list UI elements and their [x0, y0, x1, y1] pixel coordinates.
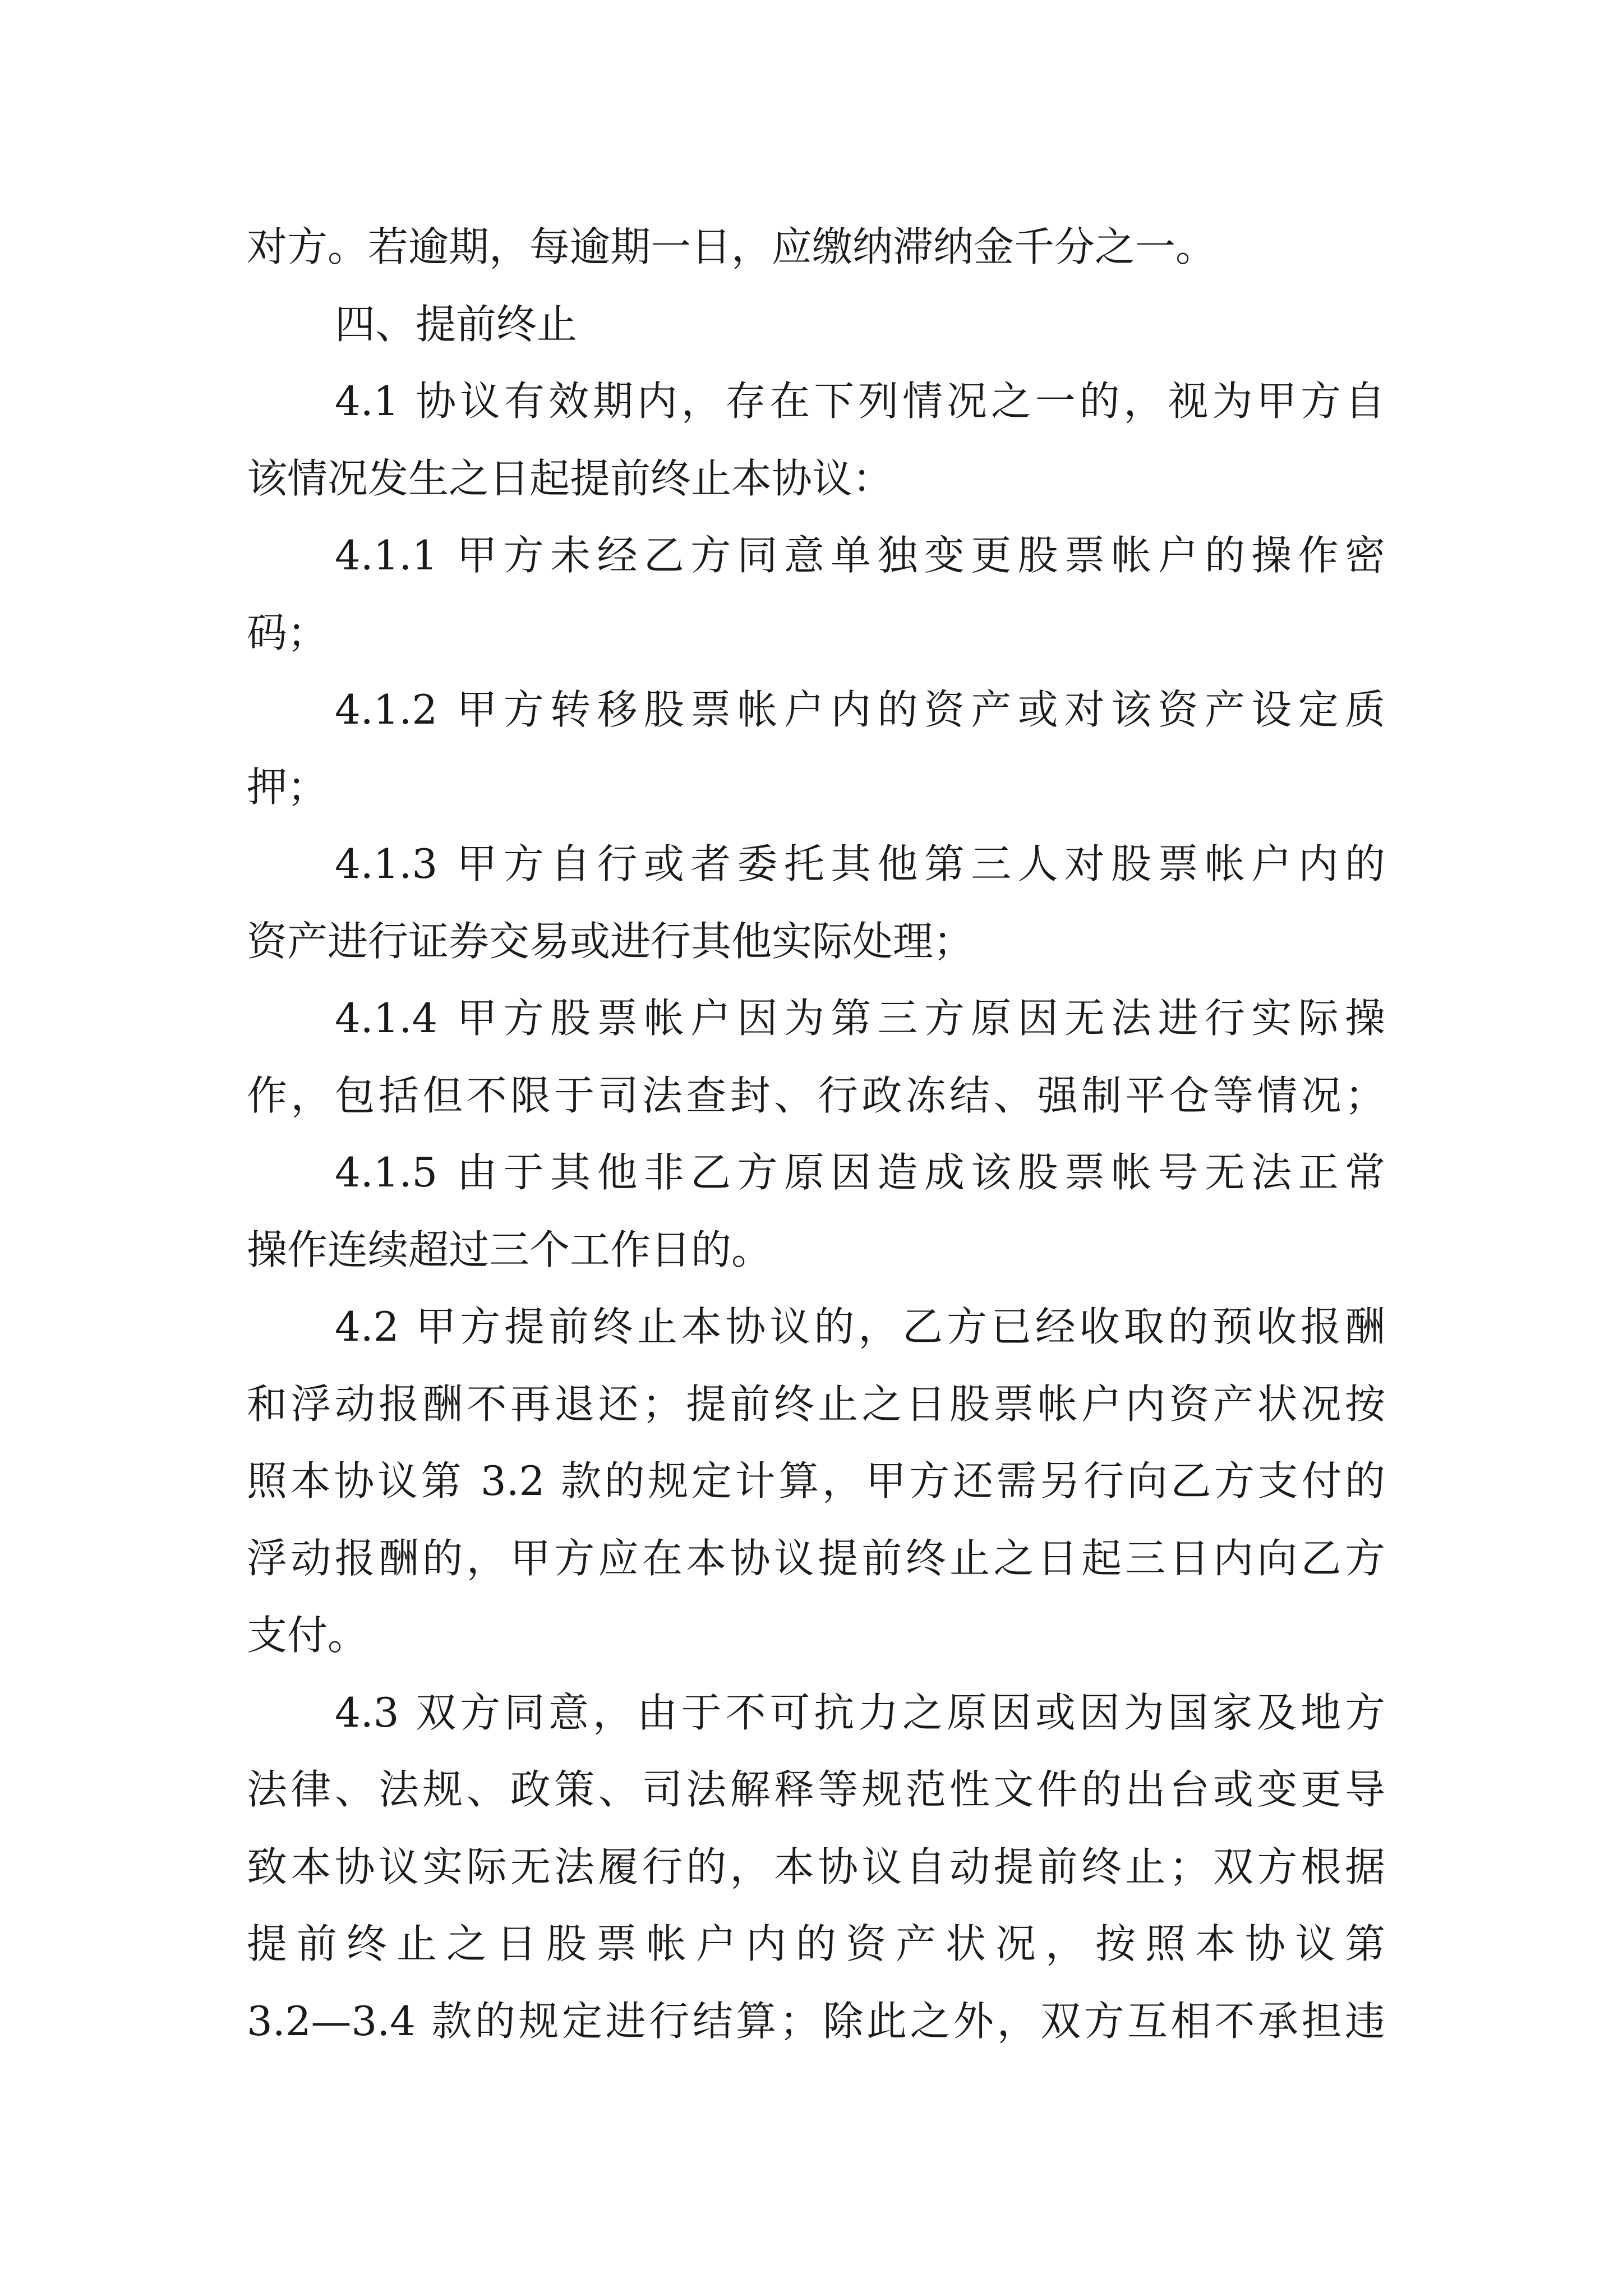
- text-line: 作，包括但不限于司法查封、行政冻结、强制平仓等情况；: [247, 1071, 1385, 1119]
- text-line: 操作连续超过三个工作日的。: [247, 1226, 772, 1273]
- text-line: 致本协议实际无法履行的，本协议自动提前终止；双方根据: [247, 1843, 1385, 1890]
- text-line: 对方。若逾期，每逾期一日，应缴纳滞纳金千分之一。: [247, 223, 1216, 270]
- text-line: 和浮动报酬不再退还；提前终止之日股票帐户内资产状况按: [247, 1380, 1385, 1428]
- text-line: 该情况发生之日起提前终止本协议：: [247, 454, 893, 502]
- text-line: 4.1.5 由于其他非乙方原因造成该股票帐号无法正常: [335, 1149, 1385, 1196]
- text-line: 3.2—3.4 款的规定进行结算；除此之外，双方互相不承担违: [247, 1997, 1385, 2045]
- text-line: 4.1.2 甲方转移股票帐户内的资产或对该资产设定质: [335, 686, 1385, 733]
- text-line: 提前终止之日股票帐户内的资产状况，按照本协议第: [247, 1920, 1385, 1967]
- text-line: 支付。: [247, 1612, 368, 1659]
- text-line: 押；: [247, 763, 328, 811]
- text-line: 4.1 协议有效期内，存在下列情况之一的，视为甲方自: [335, 378, 1385, 425]
- text-line: 4.1.1 甲方未经乙方同意单独变更股票帐户的操作密: [335, 532, 1385, 579]
- text-line: 4.2 甲方提前终止本协议的，乙方已经收取的预收报酬: [335, 1303, 1385, 1350]
- text-line: 4.3 双方同意，由于不可抗力之原因或因为国家及地方: [335, 1688, 1385, 1736]
- text-line: 码；: [247, 609, 328, 656]
- text-line: 资产进行证券交易或进行其他实际处理；: [247, 917, 974, 965]
- text-line: 浮动报酬的，甲方应在本协议提前终止之日起三日内向乙方: [247, 1534, 1385, 1582]
- document-body: [247, 209, 1385, 2060]
- section-heading: 四、提前终止: [335, 300, 578, 348]
- text-line: 法律、法规、政策、司法解释等规范性文件的出台或变更导: [247, 1766, 1385, 1813]
- text-line: 照本协议第 3.2 款的规定计算，甲方还需另行向乙方支付的: [247, 1457, 1385, 1504]
- text-line: 4.1.4 甲方股票帐户因为第三方原因无法进行实际操: [335, 995, 1385, 1042]
- text-line: 4.1.3 甲方自行或者委托其他第三人对股票帐户内的: [335, 840, 1385, 887]
